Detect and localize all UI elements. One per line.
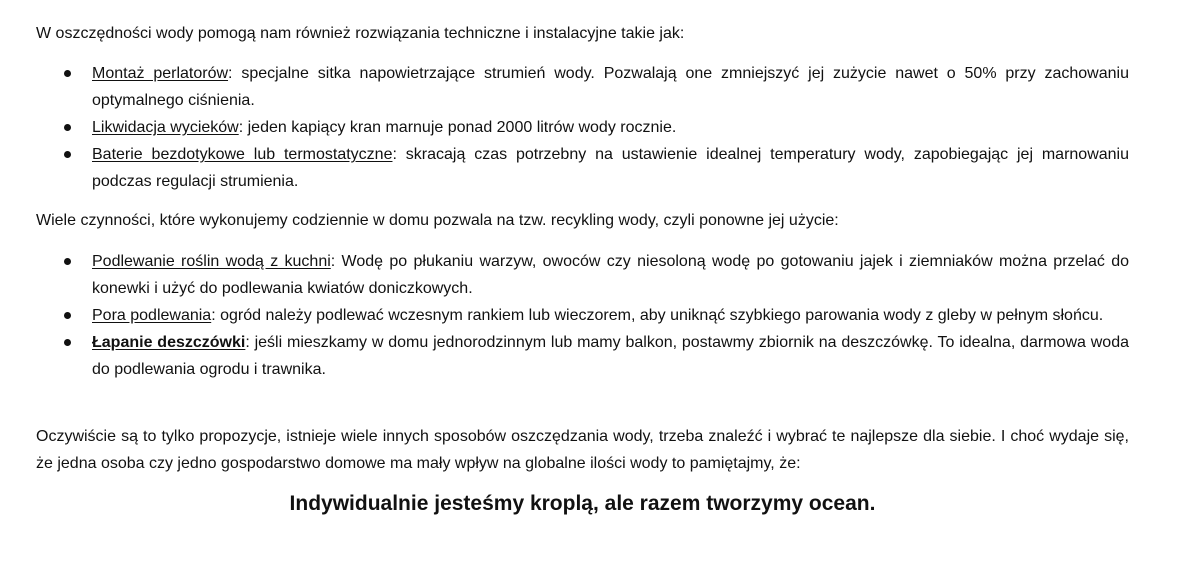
technical-solutions-list	[36, 60, 1129, 195]
list-item	[36, 329, 1129, 383]
list-item-description: : ogród należy podlewać wczesnym rankiem lub wieczorem, aby uniknąć szybkiego parowania wody z gleby w pełnym słońcu.	[211, 307, 1104, 324]
list-item	[36, 141, 1129, 195]
list-item	[36, 248, 1129, 302]
bullet-icon	[64, 70, 71, 77]
list-item-description: : skracają czas potrzebny na ustawienie idealnej temperatury wody, zapobiegając jej marnowaniu podczas regulacji strumienia.	[92, 146, 1130, 190]
bullet-icon	[64, 312, 71, 319]
bullet-icon	[64, 151, 71, 158]
list-item-term: Likwidacja wycieków	[92, 119, 239, 136]
list-item-term: Łapanie deszczówki	[92, 334, 246, 351]
list-item-description: : Wodę po płukaniu warzyw, owoców czy niesoloną wodę po gotowaniu jajek i ziemniaków można przelać do konewki i użyć do podlewania kwiatów doniczkowych.	[92, 253, 1129, 297]
list-item-description: : jeśli mieszkamy w domu jednorodzinnym lub mamy balkon, postawmy zbiornik na deszczówkę. To idealna, darmowa woda do podlewania ogrodu i trawnika.	[92, 334, 1129, 378]
intro-paragraph-recycling: Wiele czynności, które wykonujemy codziennie w domu pozwala na tzw. recykling wody, czyli ponowne jej użycie:	[36, 212, 839, 229]
list-item	[36, 302, 1129, 329]
list-item-term: Podlewanie roślin wodą z kuchni	[92, 253, 331, 270]
list-item-description: : jeden kapiący kran marnuje ponad 2000 litrów wody rocznie.	[238, 119, 677, 136]
list-item-term: Baterie bezdotykowe lub termostatyczne	[92, 146, 393, 163]
water-recycling-list	[36, 248, 1129, 383]
intro-paragraph-technical: W oszczędności wody pomogą nam również rozwiązania techniczne i instalacyjne takie jak:	[36, 25, 685, 42]
list-item-description: : specjalne sitka napowietrzające strumień wody. Pozwalają one zmniejszyć jej zużycie nawet o 50% przy zachowaniu optymalnego ciśnienia.	[92, 65, 1129, 109]
motto-heading: Indywidualnie jesteśmy kroplą, ale razem tworzymy ocean.	[289, 492, 876, 515]
bullet-icon	[64, 124, 71, 131]
list-item-term: Pora podlewania	[92, 307, 212, 324]
bullet-icon	[64, 339, 71, 346]
list-item-term: Montaż perlatorów	[92, 65, 229, 82]
list-item	[36, 114, 1129, 141]
closing-paragraph: Oczywiście są to tylko propozycje, istnieje wiele innych sposobów oszczędzania wody, trzeba znaleźć i wybrać te najlepsze dla siebie. I choć wydaje się, że jedna osoba czy jedno gospodarstwo domowe ma mały wpływ na globalne ilości wody to pamiętajmy, że:	[36, 428, 1129, 472]
bullet-icon	[64, 258, 71, 265]
list-item	[36, 60, 1129, 114]
